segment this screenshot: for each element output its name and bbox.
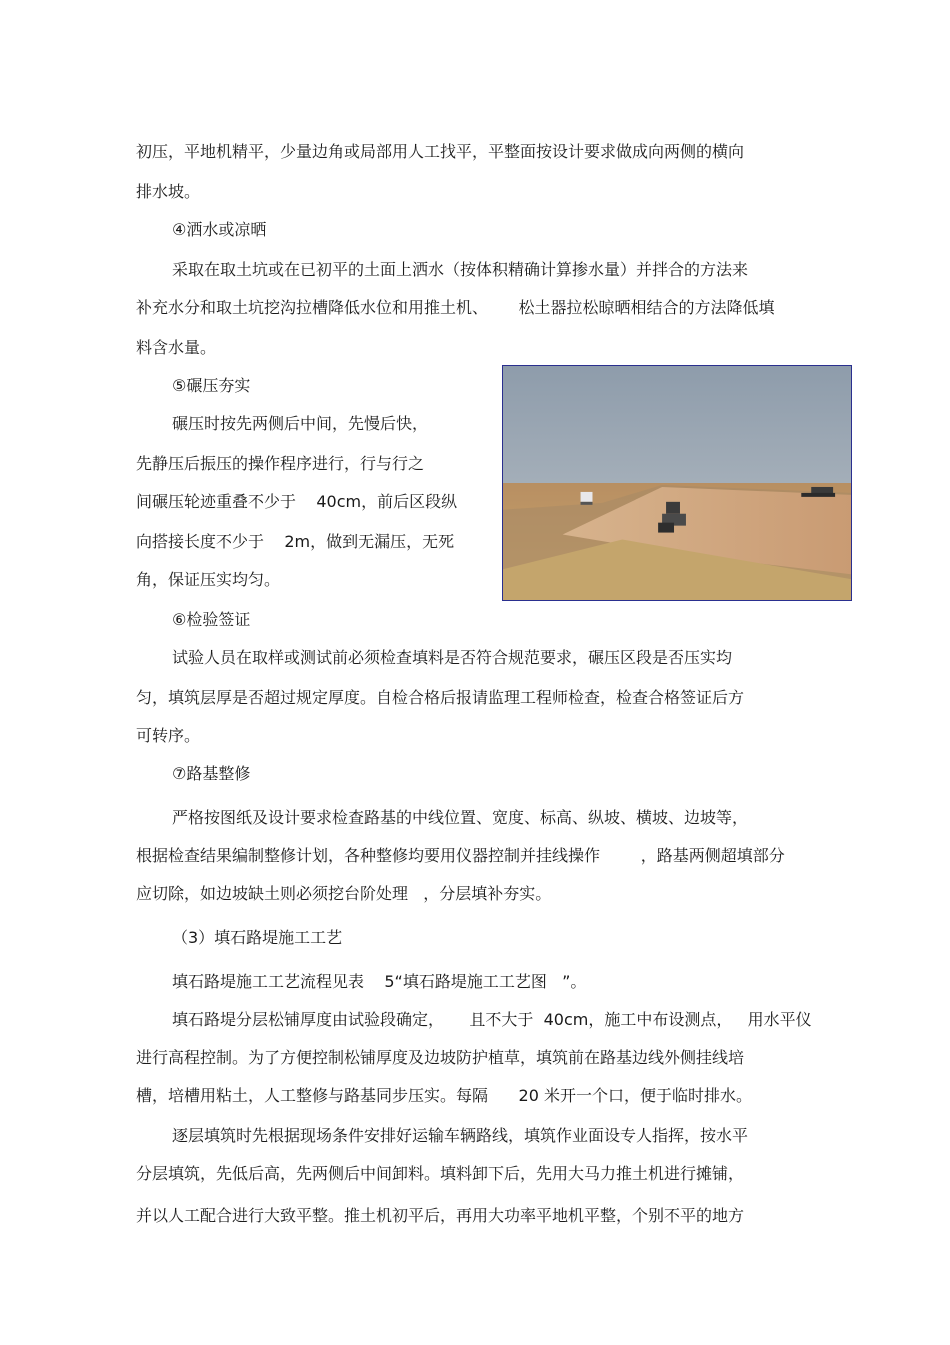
section-heading: ⑦路基整修: [172, 764, 251, 783]
text-line: 根据检查结果编制整修计划，各种整修均要用仪器控制并挂线操作 ，路基两侧超填部分: [136, 846, 785, 865]
text-line: 并以人工配合进行大致平整。推土机初平后，再用大功率平地机平整，个别不平的地方: [136, 1206, 745, 1225]
text-line: 向搭接长度不少于 2m，做到无漏压，无死: [136, 532, 455, 551]
text-line: 严格按图纸及设计要求检查路基的中线位置、宽度、标高、纵坡、横坡、边坡等，: [172, 808, 749, 827]
section-heading: ④洒水或凉晒: [172, 220, 267, 239]
text-line: 采取在取土坑或在已初平的土面上洒水（按体积精确计算掺水量）并拌合的方法来: [172, 260, 749, 279]
text-line: 分层填筑，先低后高，先两侧后中间卸料。填料卸下后，先用大马力推土机进行摊铺，: [136, 1164, 745, 1183]
text-line: 试验人员在取样或测试前必须检查填料是否符合规范要求，碾压区段是否压实均: [172, 648, 733, 667]
text-line: 先静压后振压的操作程序进行，行与行之: [136, 454, 425, 473]
section-heading: ⑤碾压夯实: [172, 376, 251, 395]
text-line: 填石路堤施工工艺流程见表 5“填石路堤施工工艺图 ”。: [172, 972, 587, 991]
text-line: 进行高程控制。为了方便控制松铺厚度及边坡防护植草，填筑前在路基边线外侧挂线培: [136, 1048, 745, 1067]
text-line: 料含水量。: [136, 338, 217, 357]
truck-vehicle: [581, 492, 593, 505]
text-line: 补充水分和取土坑挖沟拉槽降低水位和用推土机、 松土器拉松晾晒相结合的方法降低填: [136, 298, 775, 317]
text-line: 槽，培槽用粘土，人工整修与路基同步压实。每隔 20 米开一个口，便于临时排水。: [136, 1086, 752, 1105]
text-line: 间碾压轮迹重叠不少于 40cm，前后区段纵: [136, 492, 458, 511]
text-line: 角，保证压实均匀。: [136, 570, 281, 589]
text-line: 碾压时按先两侧后中间，先慢后快，: [172, 414, 429, 433]
section-heading: （3）填石路堤施工工艺: [172, 928, 343, 947]
text-line: 逐层填筑时先根据现场条件安排好运输车辆路线，填筑作业面设专人指挥，按水平: [172, 1126, 749, 1145]
text-line: 应切除，如边坡缺土则必须挖台阶处理 ，分层填补夯实。: [136, 884, 552, 903]
photo-illustration: [503, 366, 851, 600]
text-line: 匀，填筑层厚是否超过规定厚度。自检合格后报请监理工程师检查，检查合格签证后方: [136, 688, 745, 707]
construction-site-photo: [502, 365, 852, 601]
text-line: 排水坡。: [136, 182, 201, 201]
text-line: 可转序。: [136, 726, 201, 745]
text-line: 填石路堤分层松铺厚度由试验段确定， 且不大于 40cm，施工中布设测点， 用水平仪: [172, 1010, 812, 1029]
text-line: 初压，平地机精平，少量边角或局部用人工找平，平整面按设计要求做成向两侧的横向: [136, 142, 745, 161]
section-heading: ⑥检验签证: [172, 610, 251, 629]
